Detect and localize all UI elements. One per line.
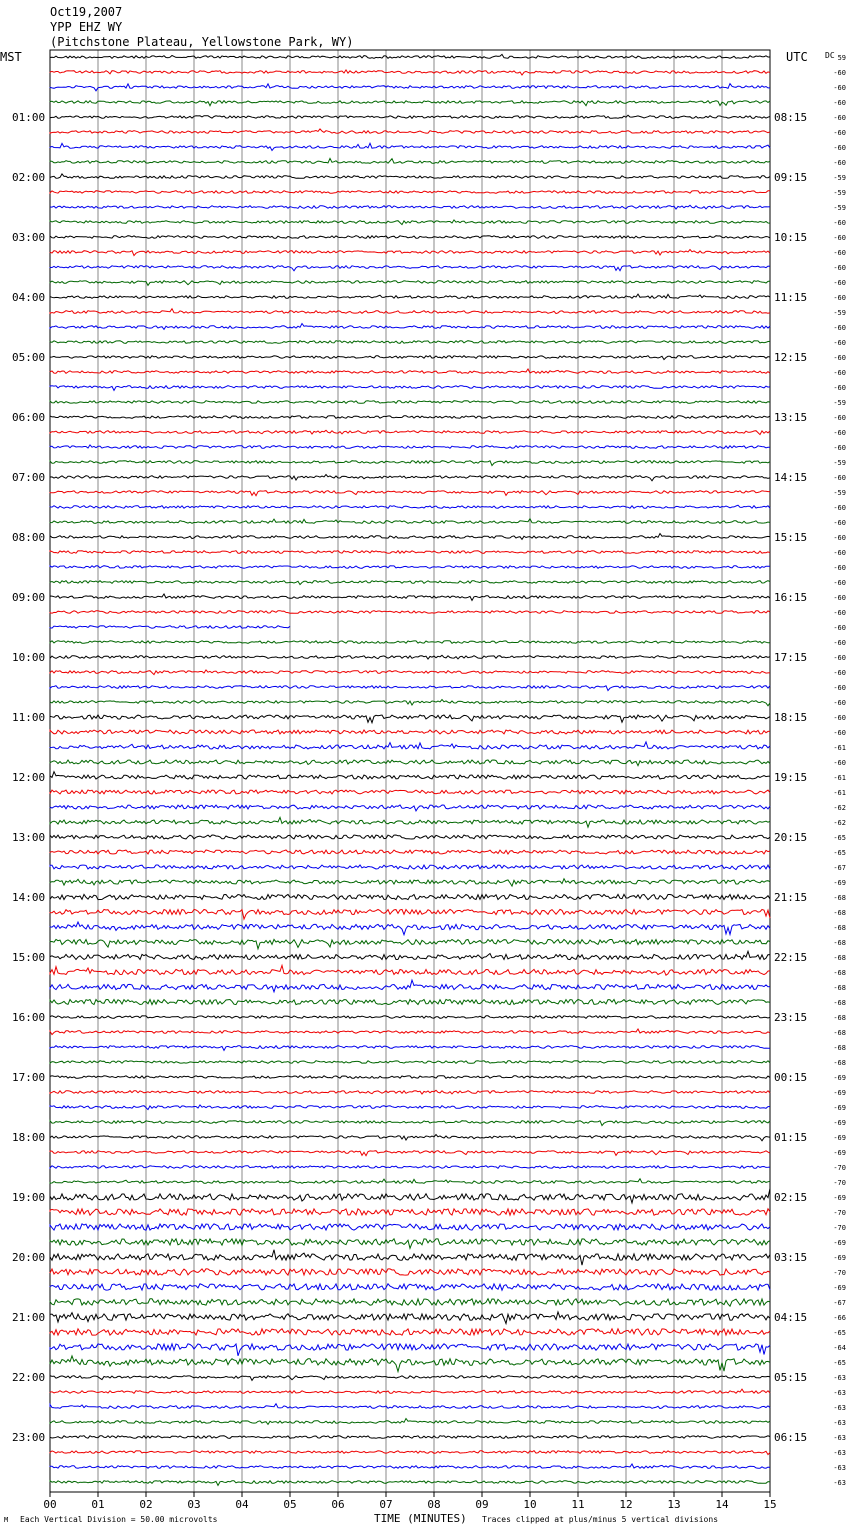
- utc-hour-label: 12:15: [774, 351, 808, 364]
- x-tick-label: 09: [475, 1498, 489, 1511]
- seismic-trace: [50, 1121, 770, 1126]
- seismic-trace: [50, 1090, 770, 1094]
- dc-offset-value: -68: [833, 1044, 846, 1052]
- seismic-trace: [50, 143, 770, 150]
- dc-offset-value: -60: [833, 264, 846, 272]
- seismic-trace: [50, 369, 770, 373]
- seismic-trace: [50, 566, 770, 569]
- seismic-trace: [50, 1179, 770, 1184]
- seismic-trace: [50, 772, 770, 779]
- seismic-trace: [50, 715, 770, 723]
- dc-offset-value: -60: [833, 699, 846, 707]
- seismic-trace: [50, 760, 770, 766]
- seismic-trace: [50, 324, 770, 330]
- seismic-trace: [50, 174, 770, 178]
- dc-offset-value: -60: [833, 279, 846, 287]
- mst-hour-label: 06:00: [12, 411, 46, 424]
- dc-offset-value: -69: [833, 1149, 846, 1157]
- dc-offset-value: -60: [833, 654, 846, 662]
- dc-offset-value: -60: [833, 564, 846, 572]
- dc-offset-value: -60: [833, 609, 846, 617]
- dc-offset-value: -65: [833, 834, 846, 842]
- seismic-trace: [50, 101, 770, 106]
- seismic-trace: [50, 865, 770, 870]
- utc-hour-label: 17:15: [774, 651, 808, 664]
- dc-offset-value: -69: [833, 1134, 846, 1142]
- mst-hour-label: 16:00: [12, 1011, 46, 1024]
- dc-offset-value: -63: [833, 1464, 846, 1472]
- x-axis-ticks: [43, 1492, 776, 1511]
- seismic-trace: [50, 1250, 770, 1266]
- dc-offset-value: -67: [833, 1299, 846, 1307]
- dc-offset-value: -69: [833, 1194, 846, 1202]
- utc-hour-label: 00:15: [774, 1071, 808, 1084]
- mst-hour-label: 11:00: [12, 711, 46, 724]
- dc-offset-value: -69: [833, 1239, 846, 1247]
- dc-offset-value: -68: [833, 1029, 846, 1037]
- seismic-trace: [50, 1356, 770, 1372]
- corner-mark: M: [4, 1516, 9, 1524]
- dc-offset-value: -60: [833, 159, 846, 167]
- header-station: YPP EHZ WY: [50, 20, 123, 34]
- dc-offset-value: -60: [833, 504, 846, 512]
- dc-offset-value: -59: [833, 399, 846, 407]
- right-axis-title: UTC: [786, 50, 808, 64]
- x-tick-label: 05: [283, 1498, 297, 1511]
- dc-offset-value: -60: [833, 129, 846, 137]
- dc-offset-value: -64: [833, 1344, 846, 1352]
- seismic-trace: [50, 879, 770, 886]
- utc-hour-label: 13:15: [774, 411, 808, 424]
- seismic-trace: [50, 999, 770, 1004]
- seismic-trace: [50, 84, 770, 91]
- dc-offset-value: -68: [833, 984, 846, 992]
- seismic-trace: [50, 1239, 770, 1249]
- seismic-trace: [50, 1029, 770, 1035]
- seismic-trace: [50, 1344, 770, 1356]
- dc-offset-value: -59: [833, 174, 846, 182]
- utc-hour-label: 09:15: [774, 171, 808, 184]
- seismic-trace: [50, 70, 770, 75]
- dc-offset-value: -68: [833, 969, 846, 977]
- dc-offset-value: -60: [833, 69, 846, 77]
- seismic-trace: [50, 1464, 770, 1468]
- mst-hour-label: 15:00: [12, 951, 46, 964]
- utc-hour-label: 15:15: [774, 531, 808, 544]
- utc-hour-label: 16:15: [774, 591, 808, 604]
- seismic-trace: [50, 742, 770, 749]
- seismic-trace: [50, 341, 770, 344]
- seismic-trace: [50, 1284, 770, 1290]
- seismic-trace: [50, 655, 770, 659]
- seismic-trace: [50, 281, 770, 286]
- seismic-trace: [50, 129, 770, 133]
- dc-offset-value: -60: [833, 324, 846, 332]
- dc-offset-value: -61: [833, 774, 846, 782]
- seismic-trace: [50, 594, 770, 600]
- dc-offset-value: -60: [833, 414, 846, 422]
- seismic-trace: [50, 1151, 770, 1156]
- seismic-trace: [50, 266, 770, 271]
- utc-hour-label: 19:15: [774, 771, 808, 784]
- dc-offset-value: -63: [833, 1374, 846, 1382]
- seismic-trace: [50, 1166, 770, 1169]
- seismic-trace: [50, 581, 770, 585]
- mst-hour-labels: [12, 111, 45, 1444]
- dc-offset-value: -63: [833, 1479, 846, 1487]
- x-tick-label: 10: [523, 1498, 537, 1511]
- utc-hour-label: 01:15: [774, 1131, 808, 1144]
- left-axis-title: MST: [0, 50, 22, 64]
- seismic-trace: [50, 1209, 770, 1215]
- dc-offset-value: -59: [833, 459, 846, 467]
- dc-offset-value: -60: [833, 639, 846, 647]
- seismic-trace: [50, 611, 770, 614]
- seismic-trace: [50, 790, 770, 794]
- seismic-trace: [50, 158, 770, 163]
- seismic-trace: [50, 850, 770, 854]
- dc-offset-value: -70: [833, 1209, 846, 1217]
- dc-offset-value: -60: [833, 684, 846, 692]
- seismic-trace: [50, 1299, 770, 1306]
- dc-offset-value: -59: [833, 309, 846, 317]
- utc-hour-label: 04:15: [774, 1311, 808, 1324]
- seismic-trace: [50, 1312, 770, 1324]
- dc-offset-value: -68: [833, 1014, 846, 1022]
- seismic-trace: [50, 416, 770, 419]
- x-tick-label: 04: [235, 1498, 249, 1511]
- dc-offset-value: -59: [833, 204, 846, 212]
- seismic-trace: [50, 205, 770, 209]
- seismic-trace: [50, 670, 770, 675]
- x-tick-label: 00: [43, 1498, 57, 1511]
- dc-offset-value: -68: [833, 894, 846, 902]
- seismic-trace: [50, 1105, 770, 1110]
- dc-offset-value: -70: [833, 1164, 846, 1172]
- dc-offset-value: -61: [833, 789, 846, 797]
- seismic-trace: [50, 951, 770, 959]
- x-tick-label: 14: [715, 1498, 729, 1511]
- seismic-trace: [50, 534, 770, 540]
- dc-offset-value: -66: [833, 1314, 846, 1322]
- mst-hour-label: 05:00: [12, 351, 46, 364]
- dc-offset-labels: [833, 54, 846, 1487]
- dc-offset-value: -68: [833, 954, 846, 962]
- seismic-trace: [50, 626, 290, 629]
- dc-offset-value: -68: [833, 999, 846, 1007]
- dc-offset-value: -60: [833, 474, 846, 482]
- dc-offset-value: -63: [833, 1389, 846, 1397]
- dc-offset-value: -63: [833, 1419, 846, 1427]
- dc-offset-value: -69: [833, 1104, 846, 1112]
- seismic-trace: [50, 1436, 770, 1439]
- x-tick-label: 12: [619, 1498, 633, 1511]
- seismic-trace: [50, 356, 770, 360]
- seismic-trace: [50, 191, 770, 194]
- seismic-trace: [50, 551, 770, 554]
- x-tick-label: 11: [571, 1498, 585, 1511]
- seismic-trace: [50, 445, 770, 448]
- utc-hour-label: 08:15: [774, 111, 808, 124]
- seismic-trace: [50, 505, 770, 508]
- dc-offset-value: -65: [833, 1329, 846, 1337]
- seismic-trace: [50, 686, 770, 691]
- mst-hour-label: 12:00: [12, 771, 46, 784]
- dc-offset-value: -70: [833, 1269, 846, 1277]
- dc-offset-value: -60: [833, 714, 846, 722]
- dc-offset-value: -69: [833, 1284, 846, 1292]
- dc-offset-value: -70: [833, 1179, 846, 1187]
- dc-offset-value: -69: [833, 1119, 846, 1127]
- dc-offset-value: -60: [833, 534, 846, 542]
- mst-hour-label: 21:00: [12, 1311, 46, 1324]
- dc-offset-value: -60: [833, 429, 846, 437]
- dc-offset-value: -60: [833, 99, 846, 107]
- seismic-trace: [50, 1076, 770, 1079]
- seismic-trace: [50, 817, 770, 827]
- x-tick-label: 03: [187, 1498, 201, 1511]
- mst-hour-label: 08:00: [12, 531, 46, 544]
- mst-hour-label: 19:00: [12, 1191, 46, 1204]
- utc-hour-label: 14:15: [774, 471, 808, 484]
- utc-hour-label: 22:15: [774, 951, 808, 964]
- x-tick-label: 02: [139, 1498, 153, 1511]
- dc-offset-value: -59: [833, 489, 846, 497]
- dc-header: DC: [825, 51, 835, 60]
- dc-offset-value: -60: [833, 294, 846, 302]
- mst-hour-label: 22:00: [12, 1371, 46, 1384]
- seismic-trace: [50, 1376, 770, 1381]
- seismic-trace: [50, 1269, 770, 1275]
- dc-offset-value: -60: [833, 549, 846, 557]
- utc-hour-label: 03:15: [774, 1251, 808, 1264]
- dc-offset-value: -69: [833, 1089, 846, 1097]
- dc-offset-value: -67: [833, 864, 846, 872]
- seismic-trace: [50, 1329, 770, 1335]
- seismic-trace: [50, 939, 770, 948]
- dc-offset-value: -65: [833, 849, 846, 857]
- dc-offset-value: 59: [837, 54, 846, 62]
- dc-offset-value: -62: [833, 804, 846, 812]
- seismic-trace: [50, 309, 770, 314]
- x-tick-label: 01: [91, 1498, 105, 1511]
- x-tick-label: 06: [331, 1498, 345, 1511]
- seismic-trace: [50, 386, 770, 391]
- dc-offset-value: -60: [833, 669, 846, 677]
- mst-hour-label: 20:00: [12, 1251, 46, 1264]
- dc-offset-value: -69: [833, 1254, 846, 1262]
- mst-hour-label: 14:00: [12, 891, 46, 904]
- dc-offset-value: -60: [833, 624, 846, 632]
- seismic-trace: [50, 1451, 770, 1455]
- dc-offset-value: -60: [833, 384, 846, 392]
- seismic-trace: [50, 1135, 770, 1141]
- seismic-trace: [50, 1224, 770, 1230]
- seismic-trace: [50, 236, 770, 239]
- dc-offset-value: -60: [833, 369, 846, 377]
- seismic-trace: [50, 1389, 770, 1393]
- seismic-trace: [50, 805, 770, 811]
- seismic-trace: [50, 220, 770, 225]
- dc-offset-value: -68: [833, 939, 846, 947]
- mst-hour-label: 17:00: [12, 1071, 46, 1084]
- seismic-trace: [50, 1404, 770, 1409]
- dc-offset-value: -68: [833, 924, 846, 932]
- dc-offset-value: -60: [833, 249, 846, 257]
- utc-hour-labels: [774, 111, 807, 1444]
- dc-offset-value: -59: [833, 189, 846, 197]
- seismic-trace: [50, 730, 770, 734]
- utc-hour-label: 20:15: [774, 831, 808, 844]
- seismic-trace: [50, 1419, 770, 1425]
- dc-offset-value: -60: [833, 354, 846, 362]
- seismic-trace: [50, 1046, 770, 1051]
- seismic-trace: [50, 1016, 770, 1019]
- dc-offset-value: -61: [833, 744, 846, 752]
- mst-hour-label: 01:00: [12, 111, 46, 124]
- seismic-trace: [50, 461, 770, 466]
- mst-hour-label: 04:00: [12, 291, 46, 304]
- seismic-trace: [50, 294, 770, 298]
- dc-offset-value: -60: [833, 234, 846, 242]
- utc-hour-label: 21:15: [774, 891, 808, 904]
- seismic-trace: [50, 1061, 770, 1064]
- seismic-trace: [50, 1189, 770, 1203]
- dc-offset-value: -63: [833, 1404, 846, 1412]
- dc-offset-value: -60: [833, 594, 846, 602]
- mst-hour-label: 23:00: [12, 1431, 46, 1444]
- seismic-trace: [50, 1481, 770, 1486]
- utc-hour-label: 11:15: [774, 291, 808, 304]
- utc-hour-label: 05:15: [774, 1371, 808, 1384]
- dc-offset-value: -68: [833, 909, 846, 917]
- seismic-trace: [50, 54, 770, 58]
- seismic-trace: [50, 430, 770, 434]
- mst-hour-label: 07:00: [12, 471, 46, 484]
- seismic-trace: [50, 401, 770, 404]
- mst-hour-label: 02:00: [12, 171, 46, 184]
- seismic-trace: [50, 700, 770, 706]
- dc-offset-value: -69: [833, 879, 846, 887]
- dc-offset-value: -63: [833, 1449, 846, 1457]
- dc-offset-value: -70: [833, 1224, 846, 1232]
- clip-note: Traces clipped at plus/minus 5 vertical divisions: [482, 1515, 719, 1524]
- dc-offset-value: -60: [833, 144, 846, 152]
- dc-offset-value: -60: [833, 339, 846, 347]
- seismic-trace: [50, 922, 770, 935]
- dc-offset-value: -60: [833, 519, 846, 527]
- x-axis-label: TIME (MINUTES): [374, 1512, 467, 1525]
- seismic-trace: [50, 115, 770, 118]
- x-tick-label: 07: [379, 1498, 393, 1511]
- x-tick-label: 13: [667, 1498, 681, 1511]
- seismic-trace: [50, 475, 770, 481]
- dc-offset-value: -62: [833, 819, 846, 827]
- seismic-trace: [50, 909, 770, 919]
- dc-offset-value: -60: [833, 84, 846, 92]
- dc-offset-value: -60: [833, 579, 846, 587]
- scale-note: Each Vertical Division = 50.00 microvolts: [20, 1515, 218, 1524]
- dc-offset-value: -60: [833, 444, 846, 452]
- dc-offset-value: -63: [833, 1434, 846, 1442]
- utc-hour-label: 06:15: [774, 1431, 808, 1444]
- header-date: Oct19,2007: [50, 5, 123, 19]
- seismic-trace: [50, 835, 770, 839]
- seismic-trace: [50, 641, 770, 644]
- utc-hour-label: 18:15: [774, 711, 808, 724]
- seismic-trace: [50, 894, 770, 899]
- seismic-trace: [50, 491, 770, 496]
- seismic-trace: [50, 250, 770, 256]
- seismic-trace: [50, 519, 770, 524]
- utc-hour-label: 02:15: [774, 1191, 808, 1204]
- x-tick-label: 15: [763, 1498, 777, 1511]
- mst-hour-label: 13:00: [12, 831, 46, 844]
- mst-hour-label: 18:00: [12, 1131, 46, 1144]
- seismic-trace: [50, 965, 770, 975]
- mst-hour-label: 10:00: [12, 651, 46, 664]
- dc-offset-value: -69: [833, 1074, 846, 1082]
- mst-hour-label: 03:00: [12, 231, 46, 244]
- x-tick-label: 08: [427, 1498, 441, 1511]
- mst-hour-label: 09:00: [12, 591, 46, 604]
- dc-offset-value: -60: [833, 219, 846, 227]
- utc-hour-label: 23:15: [774, 1011, 808, 1024]
- dc-offset-value: -68: [833, 1059, 846, 1067]
- dc-offset-value: -65: [833, 1359, 846, 1367]
- dc-offset-value: -60: [833, 729, 846, 737]
- dc-offset-value: -60: [833, 114, 846, 122]
- seismic-trace: [50, 980, 770, 992]
- trace-rows: [50, 54, 770, 1485]
- utc-hour-label: 10:15: [774, 231, 808, 244]
- header-location: (Pitchstone Plateau, Yellowstone Park, WY): [50, 35, 354, 49]
- dc-offset-value: -60: [833, 759, 846, 767]
